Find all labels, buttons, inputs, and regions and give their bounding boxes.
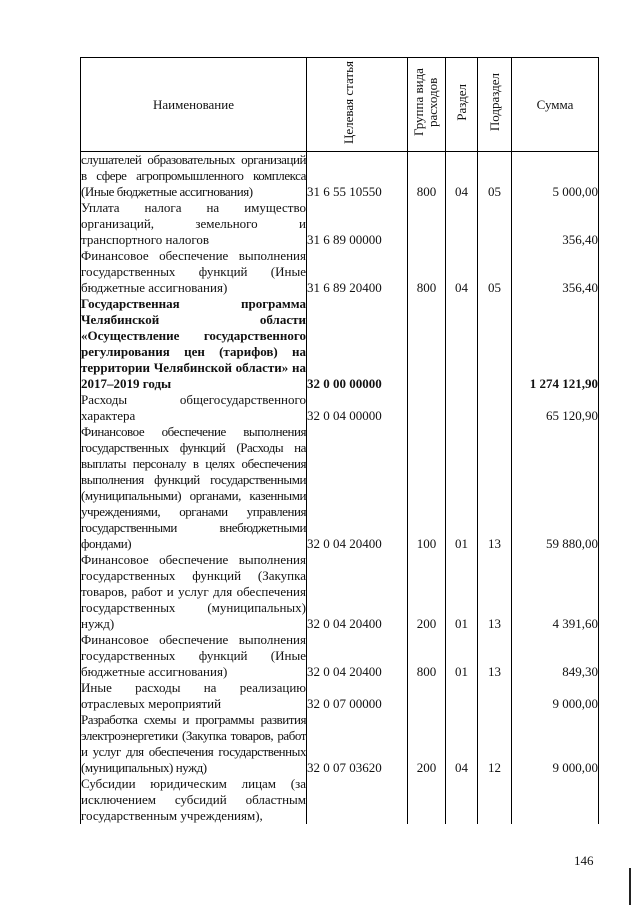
row-subsection: 13	[478, 424, 512, 552]
row-sum: 1 274 121,90	[512, 296, 599, 392]
row-code: 32 0 04 00000	[307, 392, 408, 424]
row-code: 32 0 04 20400	[307, 552, 408, 632]
table-row	[81, 712, 599, 776]
row-section	[446, 200, 478, 248]
row-code: 31 6 55 10550	[307, 152, 408, 201]
row-section: 04	[446, 712, 478, 776]
row-code	[307, 776, 408, 824]
table-row	[81, 680, 599, 712]
row-name: Расходы общегосударственного характера	[81, 392, 306, 423]
row-code: 32 0 07 03620	[307, 712, 408, 776]
page-number: 146	[574, 853, 594, 868]
row-sum: 849,30	[512, 632, 599, 680]
row-sum	[512, 776, 599, 824]
header-name: Наименование	[81, 58, 307, 152]
row-sum: 9 000,00	[512, 680, 599, 712]
row-section: 01	[446, 552, 478, 632]
row-subsection	[478, 296, 512, 392]
row-code: 32 0 04 20400	[307, 424, 408, 552]
row-section	[446, 776, 478, 824]
row-group: 200	[408, 712, 446, 776]
row-section: 01	[446, 632, 478, 680]
row-name: Субсидии юридическим лицам (за исключением субсидий областным государственным учреждениям),	[81, 776, 306, 823]
table-row	[81, 200, 599, 248]
row-subsection: 13	[478, 632, 512, 680]
row-code: 32 0 00 00000	[307, 296, 408, 392]
row-sum: 5 000,00	[512, 152, 599, 201]
scan-edge-mark	[629, 868, 631, 905]
row-name: Уплата налога на имущество организаций, земельного и транспортного налогов	[81, 200, 306, 247]
header-subsection: Подраздел	[478, 58, 512, 152]
header-sum: Сумма	[512, 58, 599, 152]
row-subsection	[478, 680, 512, 712]
row-section	[446, 392, 478, 424]
table-row	[81, 552, 599, 632]
row-subsection	[478, 776, 512, 824]
row-code: 32 0 04 20400	[307, 632, 408, 680]
row-section	[446, 296, 478, 392]
row-name: Иные расходы на реализацию отраслевых мероприятий	[81, 680, 306, 711]
row-name: Финансовое обеспечение выполнения государственных функций (Расходы на выплаты персоналу в целях обеспечения выполнения функций государственными (муниципальными) органами, казенными учреждениями, органами управления государственными внебюджетными фондами)	[81, 424, 306, 551]
table-row	[81, 392, 599, 424]
header-target: Целевая статья	[307, 58, 408, 152]
row-subsection: 13	[478, 552, 512, 632]
table-row	[81, 632, 599, 680]
row-subsection	[478, 392, 512, 424]
row-name: Финансовое обеспечение выполнения государственных функций (Иные бюджетные ассигнования)	[81, 632, 306, 679]
row-sum: 356,40	[512, 200, 599, 248]
table-row-program	[81, 296, 599, 392]
row-sum: 4 391,60	[512, 552, 599, 632]
row-subsection: 05	[478, 248, 512, 296]
row-name: Финансовое обеспечение выполнения государственных функций (Иные бюджетные ассигнования)	[81, 248, 306, 295]
header-group: Группа вида расходов	[408, 58, 446, 152]
row-group: 200	[408, 552, 446, 632]
row-section: 04	[446, 152, 478, 201]
row-group: 800	[408, 152, 446, 201]
row-group	[408, 296, 446, 392]
row-sum: 65 120,90	[512, 392, 599, 424]
row-code: 31 6 89 20400	[307, 248, 408, 296]
row-group: 800	[408, 632, 446, 680]
budget-table	[80, 57, 599, 824]
row-sum: 59 880,00	[512, 424, 599, 552]
row-name: Финансовое обеспечение выполнения государственных функций (Закупка товаров, работ и услуг для обеспечения государственных (муниципальных) нужд)	[81, 552, 306, 631]
row-group: 800	[408, 248, 446, 296]
row-group: 100	[408, 424, 446, 552]
table-row	[81, 248, 599, 296]
table-row	[81, 776, 599, 824]
row-group	[408, 392, 446, 424]
row-group	[408, 680, 446, 712]
row-name: Государственная программа Челябинской области «Осуществление государственного регулирования цен (тарифов) на территории Челябинской области» на 2017–2019 годы	[81, 296, 306, 391]
table-row	[81, 152, 599, 201]
row-subsection	[478, 200, 512, 248]
table-header	[81, 58, 599, 152]
row-sum: 9 000,00	[512, 712, 599, 776]
row-subsection: 12	[478, 712, 512, 776]
row-group	[408, 200, 446, 248]
row-sum: 356,40	[512, 248, 599, 296]
row-name: слушателей образовательных организаций в сфере агропромышленного комплекса (Иные бюджетные ассигнования)	[81, 152, 306, 199]
row-group	[408, 776, 446, 824]
row-section	[446, 680, 478, 712]
row-code: 31 6 89 00000	[307, 200, 408, 248]
header-section: Раздел	[446, 58, 478, 152]
row-name: Разработка схемы и программы развития электроэнергетики (Закупка товаров, работ и услуг для обеспечения государственных (муниципальных) нужд)	[81, 712, 306, 775]
row-subsection: 05	[478, 152, 512, 201]
row-section: 04	[446, 248, 478, 296]
table-row	[81, 424, 599, 552]
row-section: 01	[446, 424, 478, 552]
row-code: 32 0 07 00000	[307, 680, 408, 712]
